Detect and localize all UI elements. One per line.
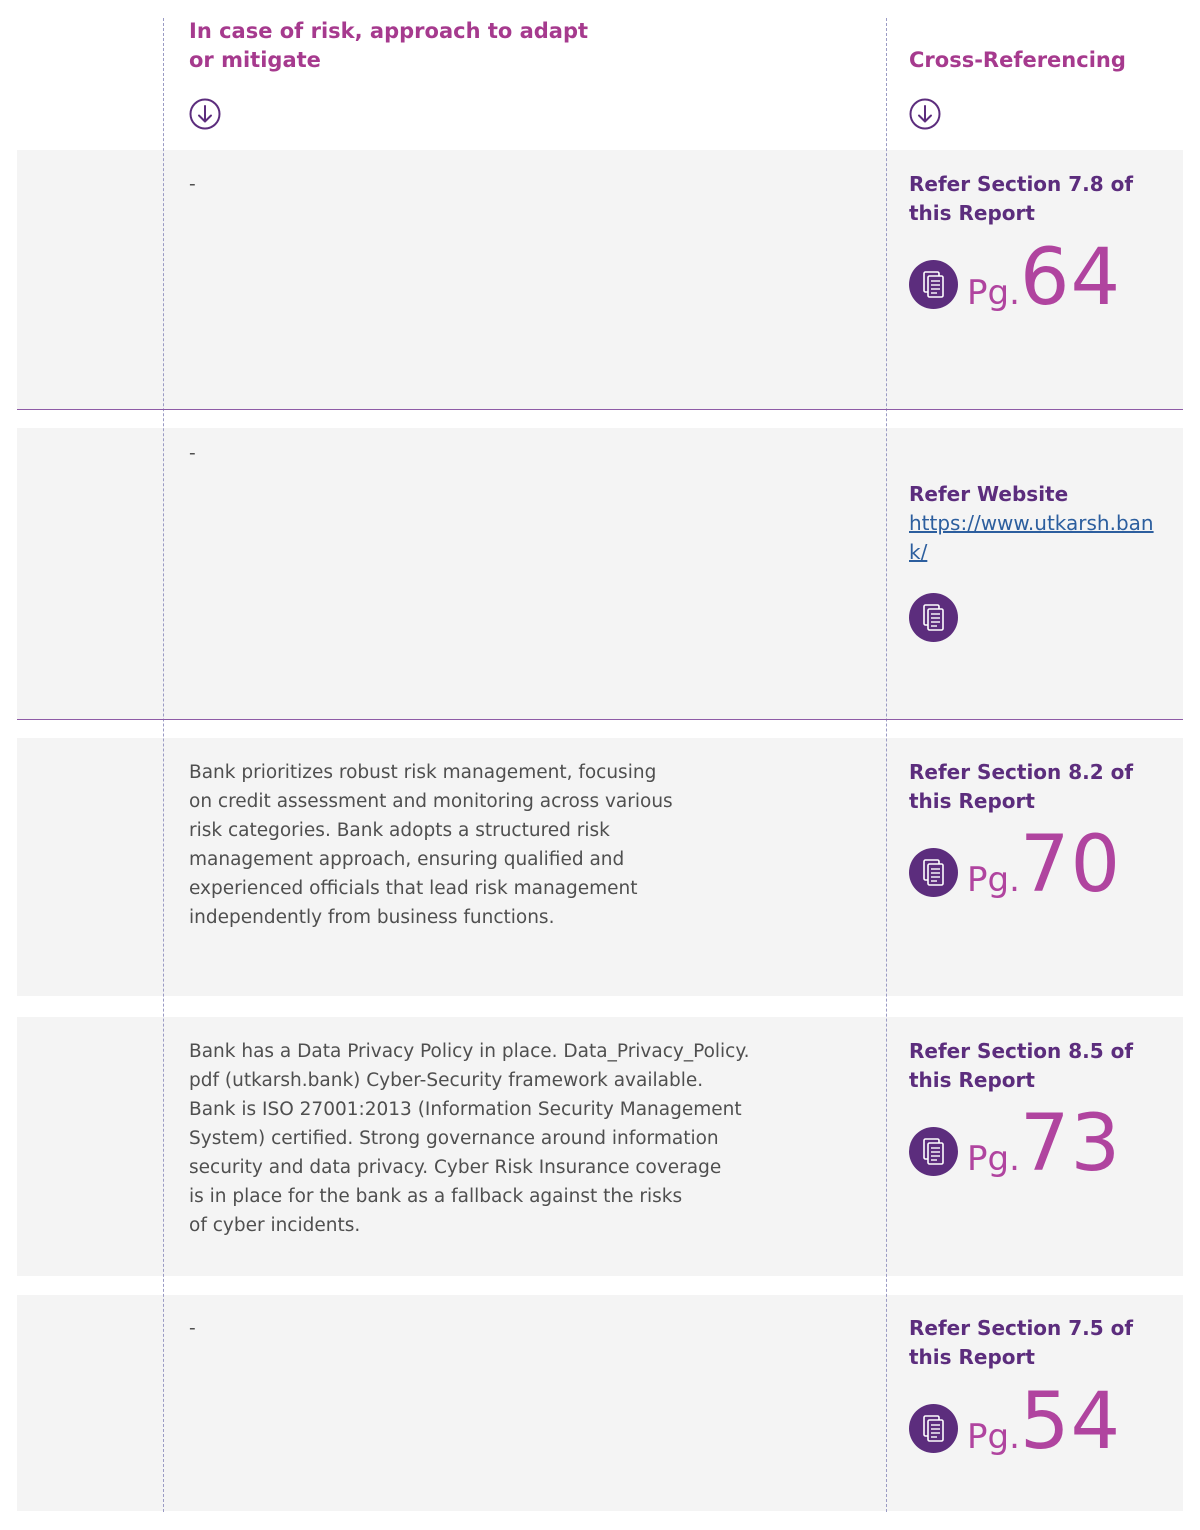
column-divider-left (163, 18, 164, 1512)
page-prefix: Pg. (967, 273, 1020, 313)
page-reference[interactable] (967, 1377, 1121, 1467)
document-pages-icon[interactable] (909, 260, 958, 309)
document-pages-icon[interactable] (909, 1404, 958, 1453)
page-prefix: Pg. (967, 1417, 1020, 1457)
cross-reference-label: Refer Section 7.8 of this Report (909, 172, 1134, 225)
approach-text: Bank has a Data Privacy Policy in place. Data_Privacy_Policy. pdf (utkarsh.bank) Cyber-Security framework available. Bank is ISO 27001:2013 (Information Security Management System) certified. Strong governance around information security and data privacy. Cyber Risk Insurance coverage is in place for the bank as a fallback against the risks of cyber incidents. (189, 1041, 750, 1236)
approach-text: - (189, 443, 196, 464)
column-divider-right (886, 18, 887, 1512)
page-number: 73 (1019, 1099, 1122, 1189)
approach-text: Bank prioritizes robust risk management, focusing on credit assessment and monitoring across various risk categories. Bank adopts a structured risk management approach, ensuring qualified and experienced officials that lead risk management independently from business functions. (189, 762, 673, 928)
approach-text: - (189, 174, 196, 195)
page-number: 54 (1019, 1377, 1122, 1467)
document-pages-icon[interactable] (909, 1127, 958, 1176)
website-link[interactable]: https://www.utkarsh.bank/ (909, 511, 1154, 564)
page-reference[interactable] (967, 1099, 1121, 1189)
document-pages-icon[interactable] (909, 848, 958, 897)
cross-reference-label: Refer Section 7.5 of this Report (909, 1316, 1134, 1369)
column-header-cross-referencing: Cross-Referencing (909, 48, 1126, 72)
arrow-down-circle-icon (189, 98, 221, 130)
page-reference[interactable] (967, 233, 1121, 323)
page-number: 70 (1019, 820, 1122, 910)
cross-reference-label: Refer Section 8.5 of this Report (909, 1039, 1134, 1092)
document-pages-icon[interactable] (909, 593, 958, 642)
cross-reference-label: Refer Section 8.2 of this Report (909, 760, 1134, 813)
page-number: 64 (1019, 233, 1122, 323)
column-header-approach: In case of risk, approach to adapt or mitigate (189, 19, 589, 72)
row-separator (17, 719, 1183, 720)
page-reference[interactable] (967, 820, 1121, 910)
approach-text: - (189, 1318, 196, 1339)
page-prefix: Pg. (967, 1139, 1020, 1179)
page-prefix: Pg. (967, 860, 1020, 900)
table-row (17, 428, 1183, 719)
cross-reference-label: Refer Website (909, 482, 1069, 506)
row-separator (17, 409, 1183, 410)
arrow-down-circle-icon (909, 98, 941, 130)
